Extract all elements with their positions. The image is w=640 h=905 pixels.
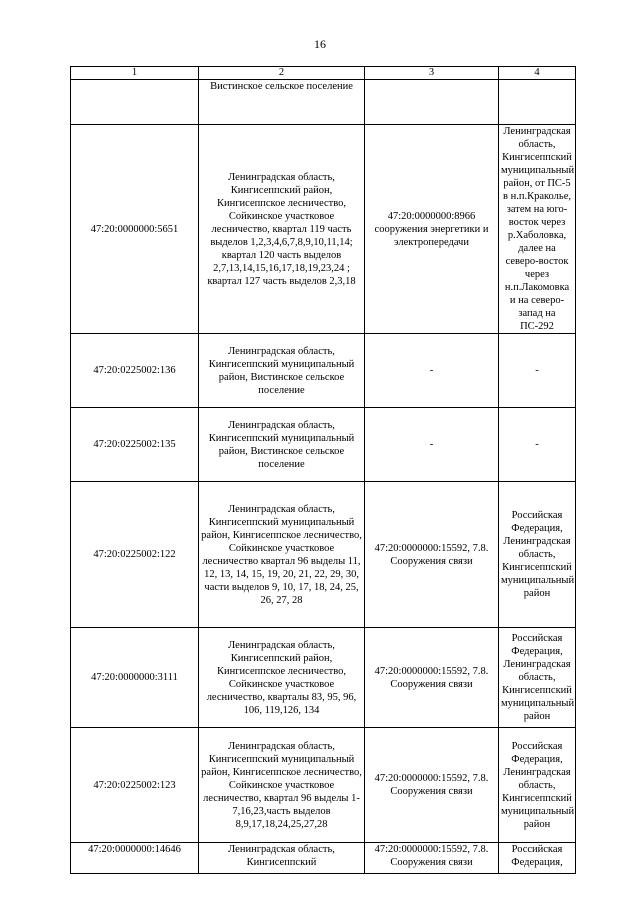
table-row [71, 408, 576, 482]
cadastral-number [71, 80, 199, 125]
location-description: Ленинградская область, Кингисеппский муниципальный район, Кингисеппское лесничество, Сойкинское участковое лесничество, квартал 96 выделы 1-7,16,23,часть выделов 8,9,17,18,24,25,27,28 [199, 728, 365, 843]
table-row [71, 334, 576, 408]
cadastral-number: 47:20:0000000:3111 [71, 628, 199, 728]
table-row [71, 728, 576, 843]
table-row [71, 482, 576, 628]
location-description: Ленинградская область, Кингисеппский муниципальный район, Вистинское сельское поселение [199, 408, 365, 482]
location-description: Ленинградская область, Кингисеппский район, Кингисеппское лесничество, Сойкинское участковое лесничество, кварталы 83, 95, 96, 106, 119,126, 134 [199, 628, 365, 728]
location-description: Ленинградская область, Кингисеппский район, Кингисеппское лесничество, Сойкинское участковое лесничество, квартал 119 часть выделов 1,2,3,4,6,7,8,9,10,11,14; квартал 120 часть выделов 2,7,13,14,15,16,17,18,19,23,24 ; квартал 127 часть выделов 2,3,18 [199, 125, 365, 334]
column-number-3: 3 [365, 67, 499, 80]
route-description: - [499, 334, 576, 408]
location-description: Ленинградская область, Кингисеппский [199, 843, 365, 874]
cadastral-number: 47:20:0225002:122 [71, 482, 199, 628]
route-description: Российская Федерация, Ленинградская область, Кингисеппский муниципальный район [499, 628, 576, 728]
table-row [71, 80, 576, 125]
table-row [71, 125, 576, 334]
column-number-1: 1 [71, 67, 199, 80]
easement-object: - [365, 408, 499, 482]
route-description: Российская Федерация, Ленинградская область, Кингисеппский муниципальный район [499, 482, 576, 628]
column-number-2: 2 [199, 67, 365, 80]
table-row [71, 843, 576, 874]
route-description: Российская Федерация, [499, 843, 576, 874]
cadastral-number: 47:20:0225002:136 [71, 334, 199, 408]
easement-object: 47:20:0000000:15592, 7.8. Сооружения связи [365, 728, 499, 843]
location-description: Ленинградская область, Кингисеппский муниципальный район, Кингисеппское лесничество, Сойкинское участковое лесничество квартал 96 выделы 11, 12, 13, 14, 15, 19, 20, 21, 22, 29, 30, части выделов 9, 10, 17, 18, 24, 25, 26, 27, 28 [199, 482, 365, 628]
location-description: Вистинское сельское поселение [199, 80, 365, 125]
easement-object: - [365, 334, 499, 408]
route-description: - [499, 408, 576, 482]
cadastral-number: 47:20:0225002:123 [71, 728, 199, 843]
cadastral-number: 47:20:0000000:5651 [71, 125, 199, 334]
easement-object: 47:20:0000000:8966 сооружения энергетики и электропередачи [365, 125, 499, 334]
table-header-row [71, 67, 576, 80]
easement-object [365, 80, 499, 125]
easement-table [70, 66, 576, 874]
route-description: Ленинградская область, Кингисеппский муниципальный район, от ПС-5 в н.п.Краколье, затем на юго-восток через р.Хаболовка, далее на северо-восток через н.п.Лакомовка и на северо-запад на ПС-292 [499, 125, 576, 334]
table-row [71, 628, 576, 728]
location-description: Ленинградская область, Кингисеппский муниципальный район, Вистинское сельское поселение [199, 334, 365, 408]
cadastral-number: 47:20:0225002:135 [71, 408, 199, 482]
cadastral-number: 47:20:0000000:14646 [71, 843, 199, 874]
easement-object: 47:20:0000000:15592, 7.8. Сооружения связи [365, 628, 499, 728]
column-number-4: 4 [499, 67, 576, 80]
page-number: 16 [314, 37, 326, 51]
route-description [499, 80, 576, 125]
easement-object: 47:20:0000000:15592, 7.8. Сооружения связи [365, 843, 499, 874]
route-description: Российская Федерация, Ленинградская область, Кингисеппский муниципальный район [499, 728, 576, 843]
easement-object: 47:20:0000000:15592, 7.8. Сооружения связи [365, 482, 499, 628]
